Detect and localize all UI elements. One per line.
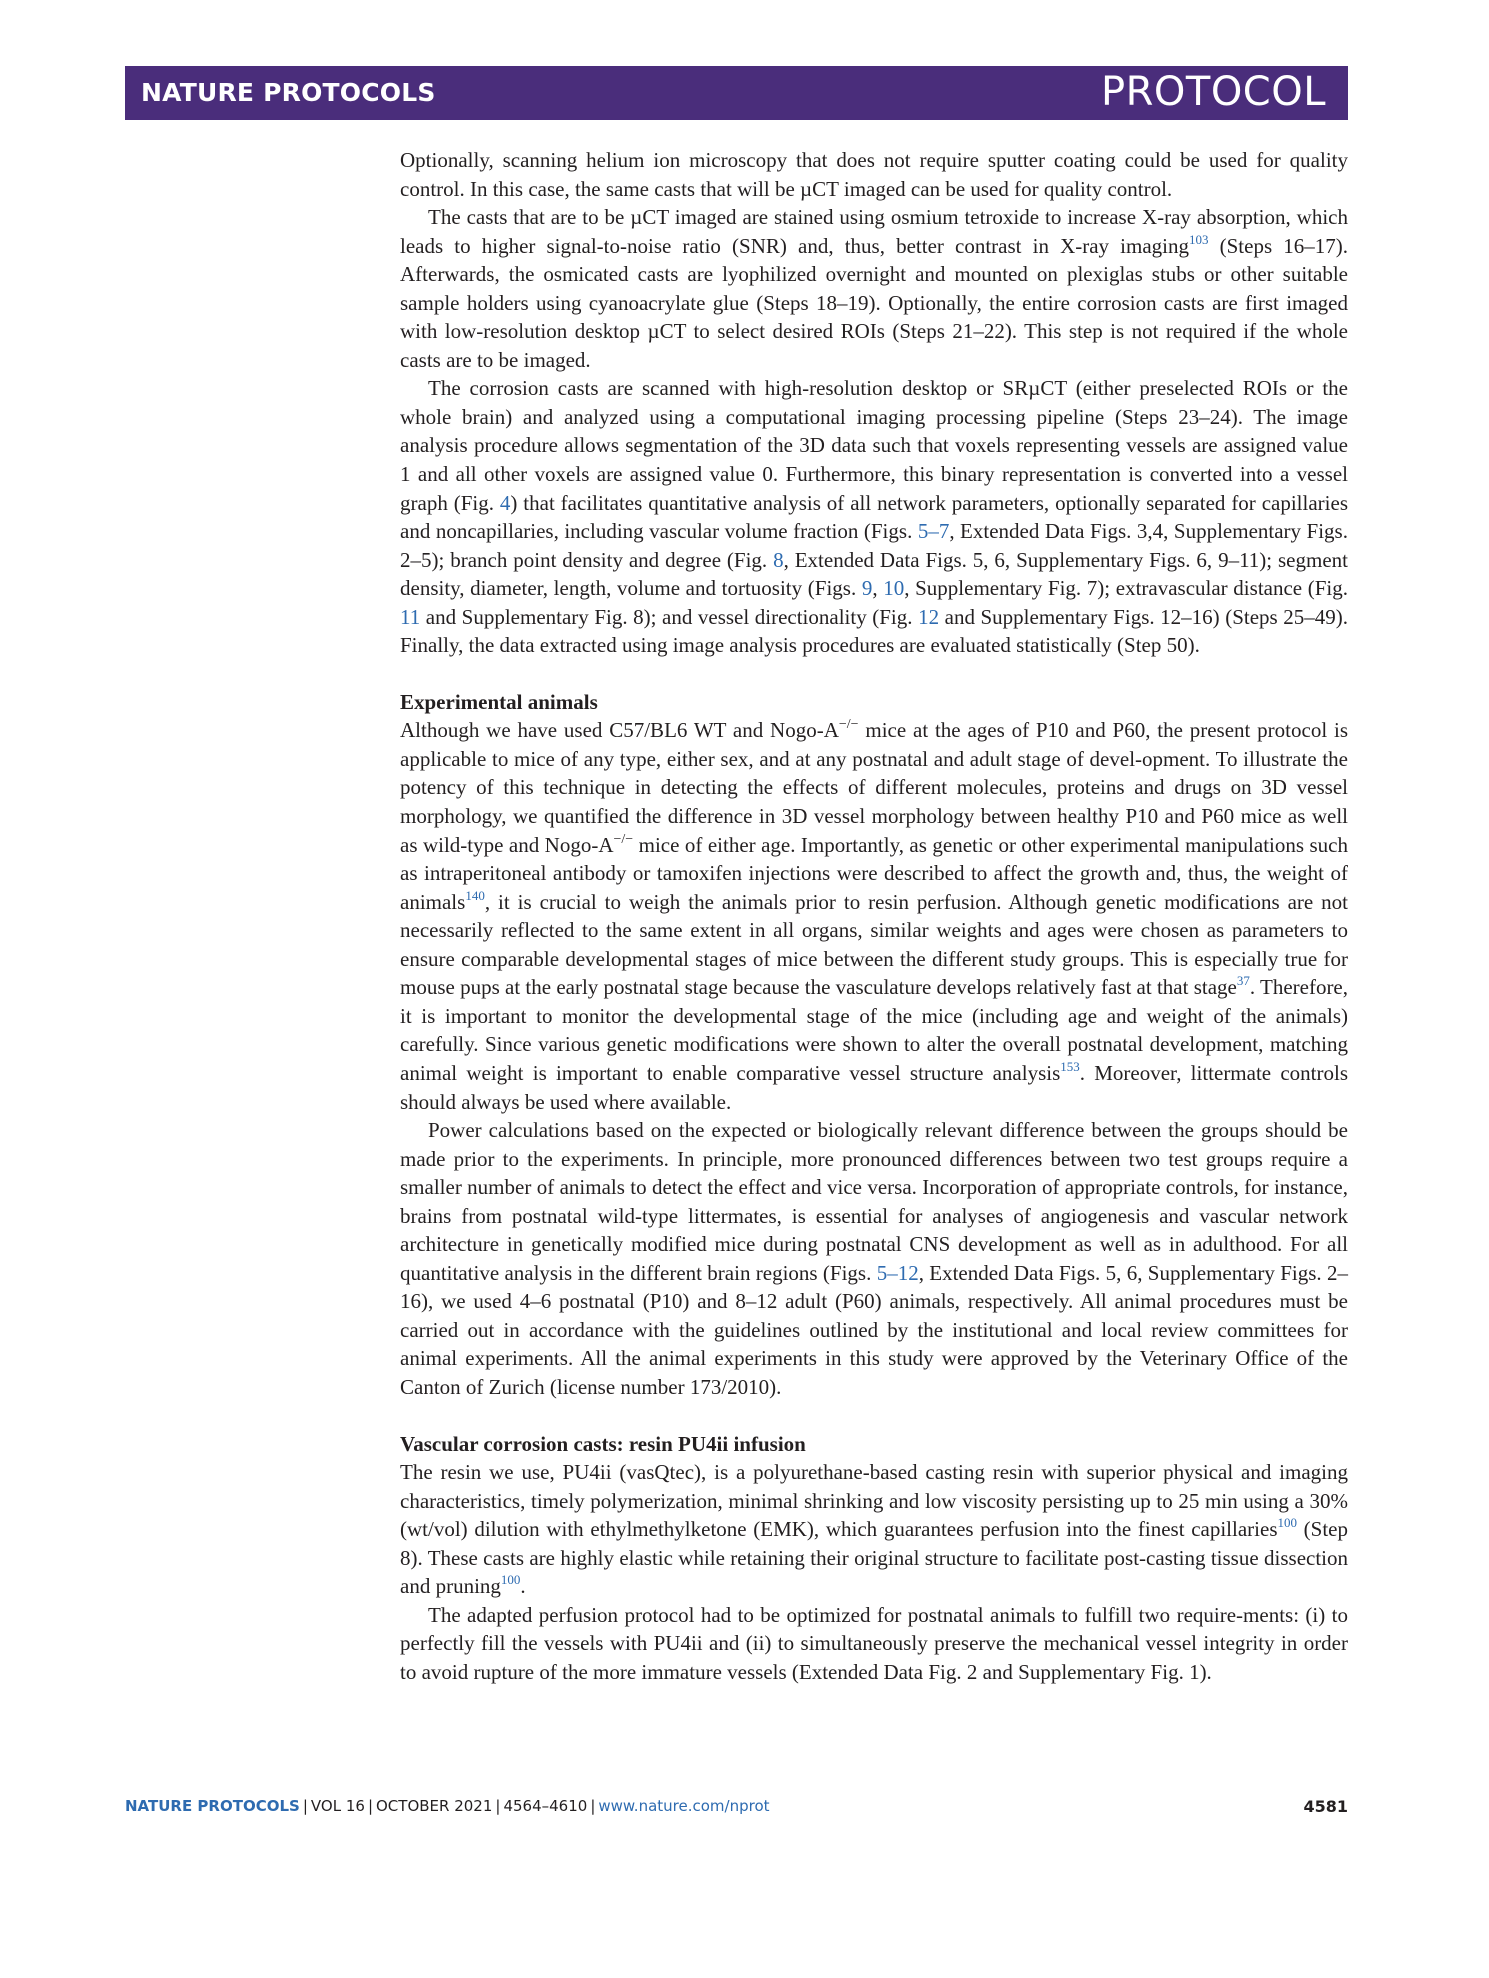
footer-journal: NATURE PROTOCOLS	[125, 1797, 300, 1815]
paragraph-quality-control: Optionally, scanning helium ion microscopy that does not require sputter coating could be used for quality control. In this case, the same casts that will be µCT imaged can be used for quality control.	[400, 148, 1348, 201]
footer-url-link[interactable]: www.nature.com/nprot	[598, 1797, 770, 1815]
citation-ref[interactable]: 100	[500, 1572, 521, 1588]
page-number: 4581	[1303, 1797, 1348, 1816]
paragraph-power-calculations: Power calculations based on the expected or biologically relevant difference between the groups should be made prior to the experiments. In principle, more pronounced differences between two test groups require a smaller number of animals to detect the effect and vice versa. Incorporation of appropriate controls, for instance, brains from postnatal wild-type littermates, is essential for analyses of angiogenesis and vascular network architecture in genetically modified mice during postnatal CNS development as well as in adulthood. For all quantitative analysis in the different brain regions (Figs. 5–12, Extended Data Figs. 5, 6, Supplementary Figs. 2–16), we used 4–6 postnatal (P10) and 8–12 adult (P60) animals, respectively. All animal procedures must be carried out in accordance with the guidelines outlined by the institutional and local review committees for animal experiments. All the animal experiments in this study were approved by the Veterinary Office of the Canton of Zurich (license number 173/2010).	[400, 1118, 1348, 1399]
figure-link[interactable]: 5–7	[917, 519, 950, 544]
article-body	[400, 146, 1348, 1686]
section-heading-resin-infusion: Vascular corrosion casts: resin PU4ii infusion	[400, 1431, 806, 1456]
figure-link[interactable]: 4	[499, 490, 511, 515]
footer-volume: VOL 16	[310, 1797, 365, 1815]
figure-link[interactable]: 11	[400, 604, 421, 629]
figure-link[interactable]: 5–12	[876, 1260, 919, 1285]
paragraph-resin-description: The resin we use, PU4ii (vasQtec), is a polyurethane-based casting resin with superior physical and imaging characteristics, timely polymerization, minimal shrinking and low viscosity persisting up to 25 min using a 30% (wt/vol) dilution with ethylmethylketone (EMK), which guarantees perfusion into the finest capillaries$^{100}$ (Step 8). These casts are highly elastic while retaining their original structure to facilitate post-casting tissue dissection and pruning$^{100}$.	[400, 1460, 1348, 1599]
footer-pages: 4564–4610	[503, 1797, 588, 1815]
footer-citation: NATURE PROTOCOLS | VOL 16 | OCTOBER 2021 | 4564–4610 | www.nature.com/nprot	[125, 1797, 770, 1815]
figure-link[interactable]: 9	[861, 576, 873, 601]
citation-ref[interactable]: 100	[1277, 1515, 1297, 1531]
citation-ref[interactable]: 140	[465, 887, 485, 903]
citation-ref[interactable]: 103	[1189, 231, 1209, 247]
figure-link[interactable]: 8	[773, 547, 784, 572]
figure-link[interactable]: 12	[918, 604, 940, 629]
figure-link[interactable]: 10	[883, 576, 905, 601]
citation-ref[interactable]: 37	[1236, 973, 1250, 989]
paragraph-experimental-animals: Although we have used C57/BL6 WT and Nogo-A−/− mice at the ages of P10 and P60, the present protocol is applicable to mice of any type, either sex, and at any postnatal and adult stage of devel-opment. To illustrate the potency of this technique in detecting the effects of different molecules, proteins and drugs on 3D vessel morphology, we quantified the difference in 3D vessel morphology between healthy P10 and P60 mice as well as wild-type and Nogo-A−/− mice of either age. Importantly, as genetic or other experimental manipulations such as intraperitoneal antibody or tamoxifen injections were described to affect the growth and, thus, the weight of animals$^{140}$, it is crucial to weigh the animals prior to resin perfusion. Although genetic modifications are not necessarily reflected to the same extent in all organs, similar weights and ages were chosen as parameters to ensure comparable developmental stages of mice between the different study groups. This is especially true for mouse pups at the early postnatal stage because the vasculature develops relatively fast at that stage$^{37}$. Therefore, it is important to monitor the developmental stage of the mice (including age and weight of the animals) carefully. Since various genetic modifications were shown to alter the overall postnatal development, matching animal weight is important to enable comparative vessel structure analysis$^{153}$. Moreover, littermate controls should always be used where available.	[400, 717, 1349, 1114]
footer-date: OCTOBER 2021	[376, 1797, 493, 1815]
paragraph-scanning-analysis: The corrosion casts are scanned with high-resolution desktop or SRµCT (either preselected ROIs or the whole brain) and analyzed using a computational imaging processing pipeline (Steps 23–24). The image analysis procedure allows segmentation of the 3D data such that voxels representing vessels are assigned value 1 and all other voxels are assigned value 0. Furthermore, this binary representation is converted into a vessel graph (Fig. 4) that facilitates quantitative analysis of all network parameters, optionally separated for capillaries and noncapillaries, including vascular volume fraction (Figs. 5–7, Extended Data Figs. 3,4, Supplementary Figs. 2–5); branch point density and degree (Fig. 8, Extended Data Figs. 5, 6, Supplementary Figs. 6, 9–11); segment density, diameter, length, volume and tortuosity (Figs. 9, 10, Supplementary Fig. 7); extravascular distance (Fig. 11 and Supplementary Fig. 8); and vessel directionality (Fig. 12 and Supplementary Figs. 12–16) (Steps 25–49). Finally, the data extracted using image analysis procedures are evaluated statistically (Step 50).	[400, 376, 1349, 658]
paragraph-perfusion-protocol: The adapted perfusion protocol had to be optimized for postnatal animals to fulfill two require-ments: (i) to perfectly fill the vessels with PU4ii and (ii) to simultaneously preserve the mechanical vessel integrity in order to avoid rupture of the more immature vessels (Extended Data Fig. 2 and Supplementary Fig. 1).	[400, 1602, 1348, 1684]
section-heading-experimental-animals: Experimental animals	[400, 689, 598, 714]
journal-header-bar	[125, 66, 1348, 120]
superscript-genotype: −/−	[613, 831, 634, 847]
article-type: PROTOCOL	[1100, 69, 1326, 115]
journal-name: NATURE PROTOCOLS	[141, 78, 436, 107]
superscript-genotype: −/−	[838, 717, 859, 733]
citation-ref[interactable]: 153	[1060, 1058, 1080, 1074]
page-footer	[125, 1797, 1348, 1821]
paragraph-osmium-staining: The casts that are to be µCT imaged are stained using osmium tetroxide to increase X-ray absorption, which leads to higher signal-to-noise ratio (SNR) and, thus, better contrast in X-ray imaging$^{103}$ (Steps 16–17). Afterwards, the osmicated casts are lyophilized overnight and mounted on plexiglas stubs or other suitable sample holders using cyanoacrylate glue (Steps 18–19). Optionally, the entire corrosion casts are first imaged with low-resolution desktop µCT to select desired ROIs (Steps 21–22). This step is not required if the whole casts are to be imaged.	[400, 205, 1348, 372]
